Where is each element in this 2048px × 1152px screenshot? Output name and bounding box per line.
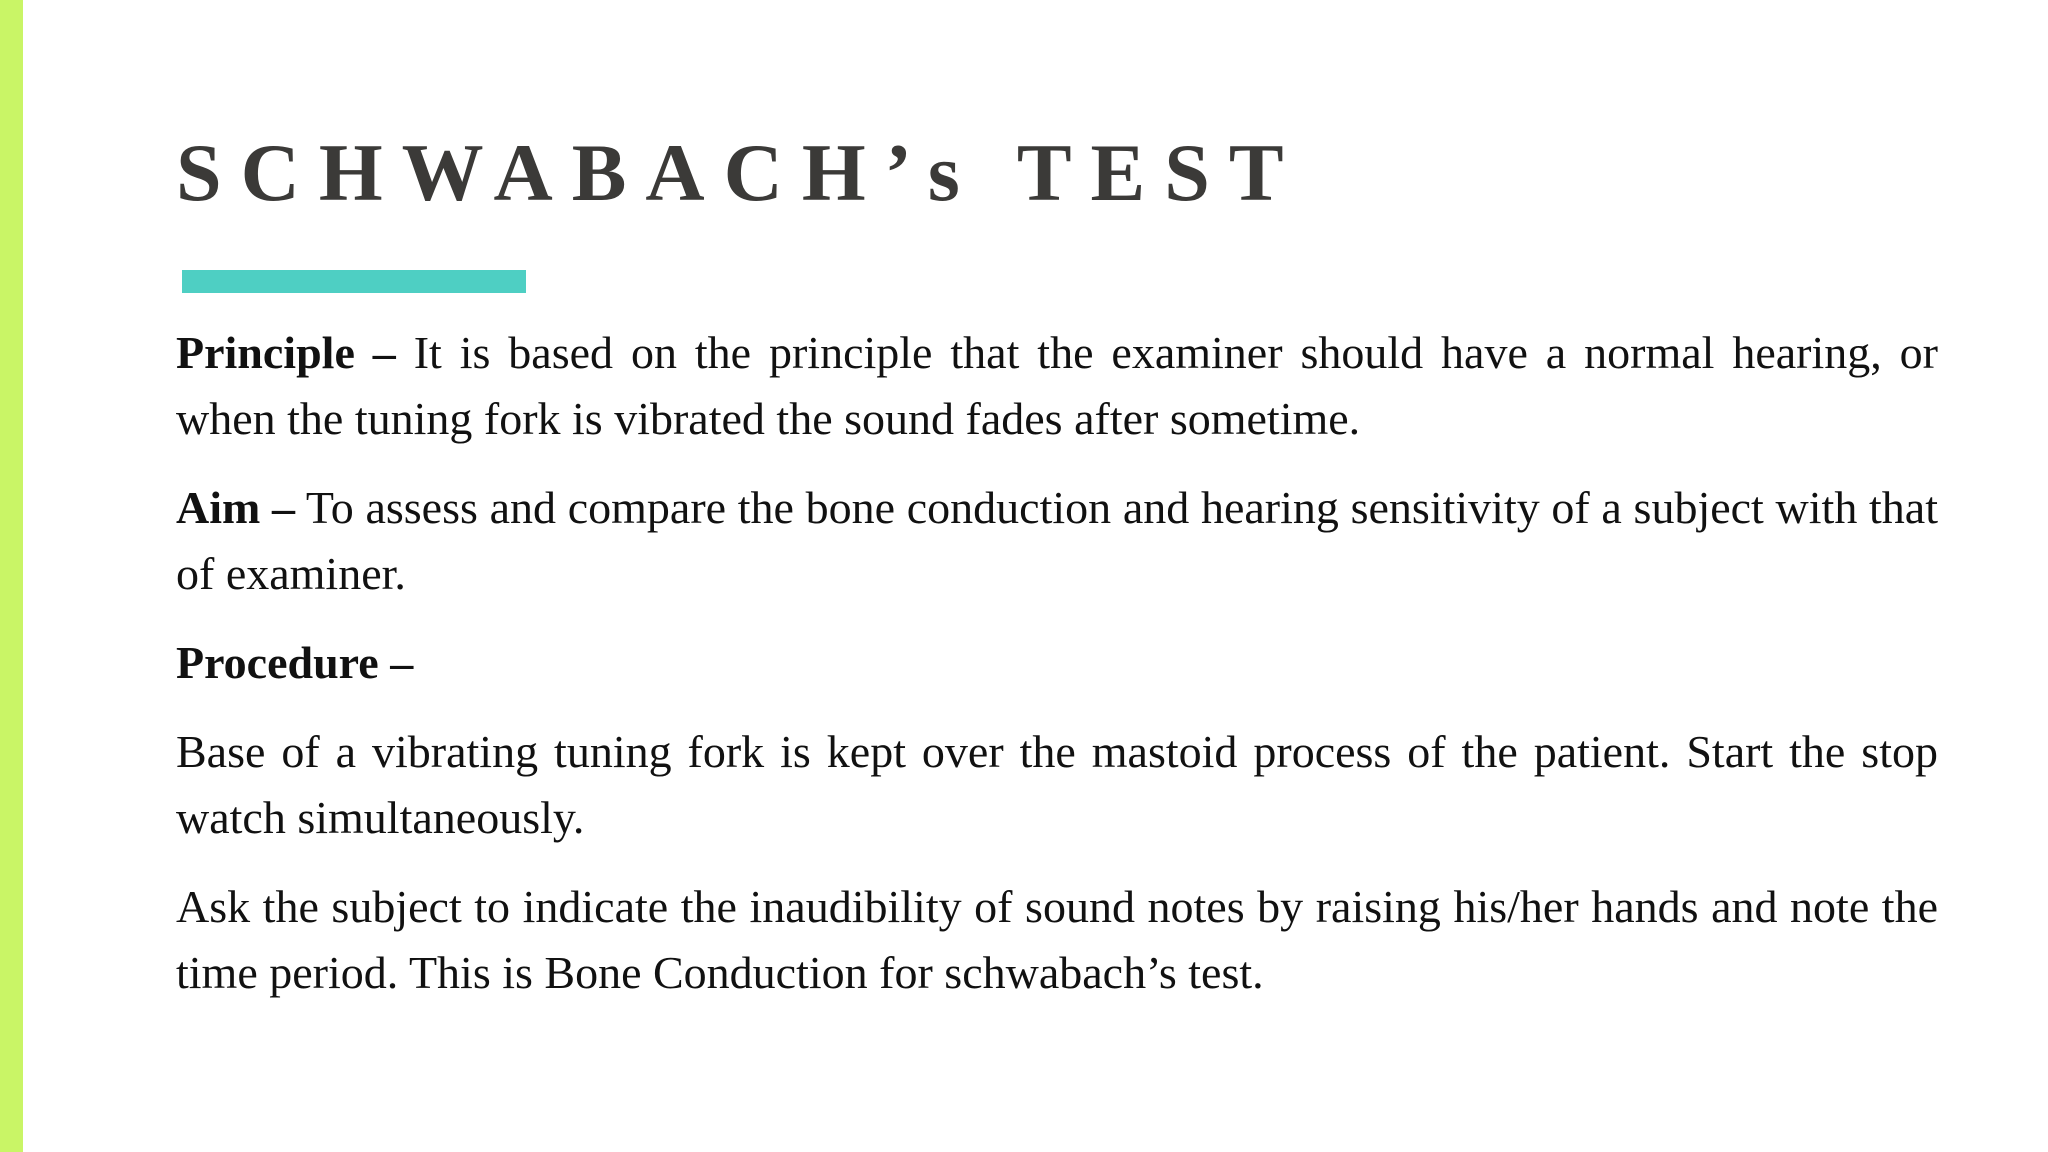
slide-title: SCHWABACH’s TEST bbox=[176, 127, 1303, 218]
title-underline bbox=[182, 270, 526, 293]
aim-label: Aim – bbox=[176, 482, 296, 533]
left-accent-bar bbox=[0, 0, 23, 1152]
procedure-heading bbox=[176, 630, 1938, 696]
procedure-label: Procedure – bbox=[176, 637, 414, 688]
aim-paragraph bbox=[176, 475, 1938, 607]
procedure-step: Ask the subject to indicate the inaudibility of sound notes by raising his/her hands and note the time period. This is Bone Conduction for schwabach’s test. bbox=[176, 881, 1938, 998]
principle-paragraph bbox=[176, 320, 1938, 452]
procedure-step: Base of a vibrating tuning fork is kept over the mastoid process of the patient. Start the stop watch simultaneously. bbox=[176, 726, 1938, 843]
aim-text: To assess and compare the bone conduction and hearing sensitivity of a subject with that of examiner. bbox=[176, 482, 1938, 599]
principle-text: It is based on the principle that the examiner should have a normal hearing, or when the tuning fork is vibrated the sound fades after sometime. bbox=[176, 327, 1938, 444]
slide-content bbox=[176, 320, 1938, 1029]
principle-label: Principle – bbox=[176, 327, 396, 378]
